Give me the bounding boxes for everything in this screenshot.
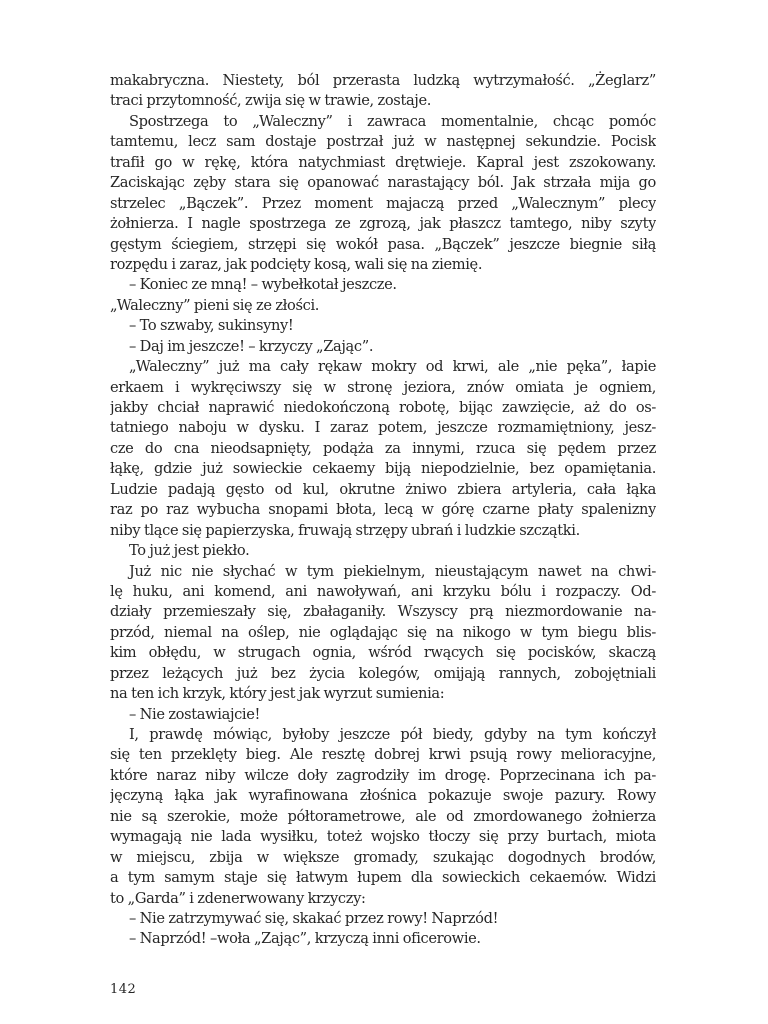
text-line: – Daj im jeszcze! – krzyczy „Zając”. — [129, 337, 374, 355]
text-line: które naraz niby wilcze doły zagrodziły im drogę. Poprzecinana ich pa- — [110, 766, 656, 784]
page-number: 142 — [110, 982, 137, 997]
text-line: – To szwaby, sukinsyny! — [129, 317, 294, 335]
text-line: traci przytomność, zwija się w trawie, zostaje. — [110, 92, 432, 110]
text-line: raz po raz wybucha snopami błota, lecą w górę czarne płaty spalenizny — [110, 501, 656, 519]
text-line: działy przemieszały się, zbałaganiły. Wszyscy prą niezmordowanie na- — [110, 603, 656, 621]
text-line: tatniego naboju w dysku. I zaraz potem, jeszcze rozmamiętniony, jesz- — [110, 419, 656, 437]
text-line: w miejscu, zbija w większe gromady, szukając dogodnych brodów, — [110, 848, 656, 866]
text-line: – Nie zostawiajcie! — [129, 705, 261, 723]
text-line: – Koniec ze mną! – wybełkotał jeszcze. — [129, 276, 397, 294]
text-line: jakby chciał naprawić niedokończoną robotę, bijąc zawzięcie, aż do os- — [110, 399, 656, 416]
text-line: „Waleczny” pieni się ze złości. — [110, 296, 320, 314]
text-line: „Waleczny” już ma cały rękaw mokry od krwi, ale „nie pęka”, łapie — [129, 358, 656, 376]
text-line: rozpędu i zaraz, jak podcięty kosą, wali się na ziemię. — [110, 255, 483, 273]
text-line: przód, niemal na oślep, nie oglądając się na nikogo w tym biegu blis- — [110, 623, 656, 641]
text-line: tamtemu, lecz sam dostaje postrzał już w następnej sekundzie. Pocisk — [110, 133, 656, 151]
text-line: łąkę, gdzie już sowieckie cekaemy biją niepodzielnie, bez opamiętania. — [110, 460, 656, 478]
text-line: To już jest piekło. — [129, 542, 250, 560]
text-line: – Nie zatrzymywać się, skakać przez rowy! Naprzód! — [129, 909, 499, 927]
text-line: żołnierza. I nagle spostrzega ze zgrozą, jak płaszcz tamtego, niby szyty — [110, 215, 656, 233]
text-line: a tym samym staje się łatwym łupem dla sowieckich cekaemów. Widzi — [110, 869, 656, 887]
text-line: makabryczna. Niestety, ból przerasta ludzką wytrzymałość. „Żeglarz” — [110, 72, 656, 89]
text-line: kim obłędu, w strugach ognia, wśród rwących się pocisków, skaczą — [110, 644, 656, 662]
text-line: – Naprzód! –woła „Zając”, krzyczą inni oficerowie. — [129, 930, 481, 948]
text-line: niby tlące się papierzyska, fruwają strzępy ubrań i ludzkie szczątki. — [110, 521, 580, 539]
text-line: Już nic nie słychać w tym piekielnym, nieustającym nawet na chwi- — [129, 562, 656, 580]
text-line: jęczyną łąka jak wyrafinowana złośnica pokazuje swoje pazury. Rowy — [110, 787, 656, 805]
text-line: Ludzie padają gęsto od kul, okrutne żniwo zbiera artyleria, cała łąka — [110, 480, 656, 498]
text-line: to „Garda” i zdenerwowany krzyczy: — [110, 889, 366, 907]
text-line: erkaem i wykręciwszy się w stronę jeziora, znów omiata je ogniem, — [110, 378, 656, 396]
text-line: Zaciskając zęby stara się opanować narastający ból. Jak strzała mija go — [110, 174, 656, 192]
text-line: I, prawdę mówiąc, byłoby jeszcze pół biedy, gdyby na tym kończył — [129, 726, 656, 743]
text-line: trafił go w rękę, która natychmiast drętwieje. Kapral jest zszokowany. — [110, 153, 656, 171]
text-line: na ten ich krzyk, który jest jak wyrzut sumienia: — [110, 685, 445, 703]
body-text — [110, 71, 656, 950]
text-line: cze do cna nieodsapnięty, podąża za innymi, rzuca się pędem przez — [110, 439, 656, 457]
text-line: się ten przeklęty bieg. Ale resztę dobrej krwi psują rowy melioracyjne, — [110, 746, 656, 764]
text-line: wymagają nie lada wysiłku, toteż wojsko tłoczy się przy burtach, miota — [110, 828, 656, 846]
text-line: lę huku, ani komend, ani nawoływań, ani krzyku bólu i rozpaczy. Od- — [110, 582, 656, 600]
text-line: nie są szerokie, może półtorametrowe, ale od zmordowanego żołnierza — [110, 807, 656, 825]
text-line: Spostrzega to „Waleczny” i zawraca momentalnie, chcąc pomóc — [129, 112, 656, 130]
text-line: przez leżących już bez życia kolegów, omijają rannych, zobojętniali — [110, 664, 656, 682]
text-line: gęstym ściegiem, strzępi się wokół pasa. „Bączek” jeszcze biegnie siłą — [110, 235, 656, 253]
text-line: strzelec „Bączek”. Przez moment majaczą przed „Walecznym” plecy — [110, 194, 656, 212]
